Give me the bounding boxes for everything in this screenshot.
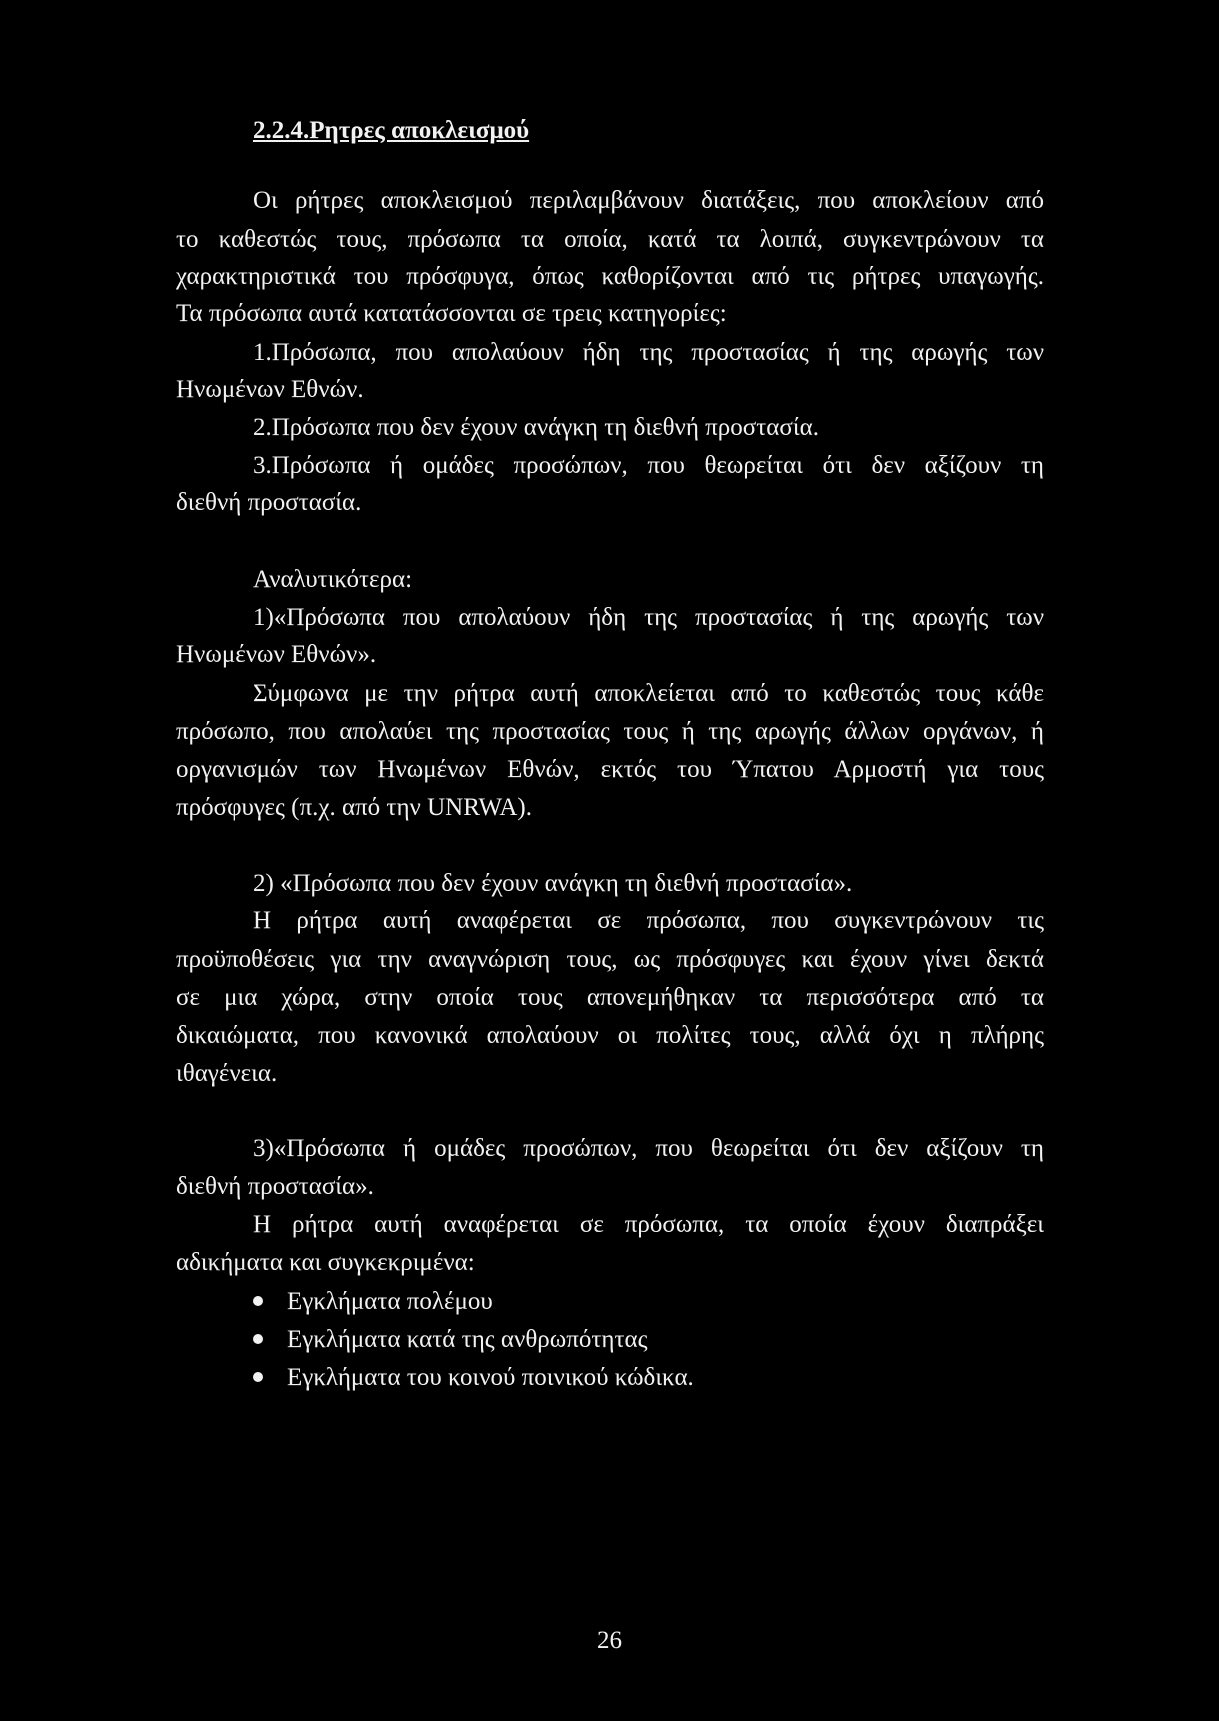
analytic-label: Αναλυτικότερα: — [253, 566, 413, 593]
section3-body-line-1: Η ρήτρα αυτή αναφέρεται σε πρόσωπα, τα οποία έχουν διαπράξει — [253, 1211, 1044, 1238]
bullet-text: Εγκλήματα του κοινού ποινικού κώδικα. — [287, 1364, 694, 1391]
page-number: 26 — [597, 1627, 622, 1654]
section3-title-line-1: 3)«Πρόσωπα ή ομάδες προσώπων, που θεωρείται ότι δεν αξίζουν τη — [253, 1135, 1044, 1162]
bullet-dot-icon — [253, 1334, 263, 1344]
category-3-line-1: 3.Πρόσωπα ή ομάδες προσώπων, που θεωρείται ότι δεν αξίζουν τη — [253, 452, 1044, 479]
section3-title-line-2: διεθνή προστασία». — [176, 1173, 374, 1200]
bullet-dot-icon — [253, 1372, 263, 1382]
section2-body-line-4: δικαιώματα, που κανονικά απολαύουν οι πολίτες τους, αλλά όχι η πλήρης — [176, 1022, 1044, 1049]
section2-body-line-2: προϋποθέσεις για την αναγνώριση τους, ως πρόσφυγες και έχουν γίνει δεκτά — [176, 946, 1044, 973]
intro-line-3: χαρακτηριστικά του πρόσφυγα, όπως καθορίζονται από τις ρήτρες υπαγωγής. — [176, 263, 1044, 290]
category-2: 2.Πρόσωπα που δεν έχουν ανάγκη τη διεθνή προστασία. — [253, 414, 819, 441]
category-1-line-1: 1.Πρόσωπα, που απολαύουν ήδη της προστασίας ή της αρωγής των — [253, 339, 1044, 366]
intro-line-2: το καθεστώς τους, πρόσωπα τα οποία, κατά τα λοιπά, συγκεντρώνουν τα — [176, 226, 1044, 253]
section1-body-line-2: πρόσωπο, που απολαύει της προστασίας τους ή της αρωγής άλλων οργάνων, ή — [176, 718, 1044, 745]
section-heading: 2.2.4.Ρητρες αποκλεισμού — [253, 117, 530, 144]
section2-title: 2) «Πρόσωπα που δεν έχουν ανάγκη τη διεθνή προστασία». — [253, 870, 853, 897]
intro-line-4: Τα πρόσωπα αυτά κατατάσσονται σε τρεις κατηγορίες: — [176, 300, 727, 327]
bullet-dot-icon — [253, 1296, 263, 1306]
category-3-line-2: διεθνή προστασία. — [176, 489, 362, 516]
section1-body-line-3: οργανισμών των Ηνωμένων Εθνών, εκτός του Ύπατου Αρμοστή για τους — [176, 756, 1044, 783]
section1-title-line-2: Ηνωμένων Εθνών». — [176, 641, 377, 668]
section2-body-line-5: ιθαγένεια. — [176, 1060, 278, 1087]
section2-body-line-1: Η ρήτρα αυτή αναφέρεται σε πρόσωπα, που συγκεντρώνουν τις — [253, 907, 1044, 934]
bullet-text: Εγκλήματα κατά της ανθρωπότητας — [287, 1326, 648, 1353]
section2-body-line-3: σε μια χώρα, στην οποία τους απονεμήθηκαν τα περισσότερα από τα — [176, 984, 1044, 1011]
section1-body-line-4: πρόσφυγες (π.χ. από την UNRWA). — [176, 794, 532, 821]
section3-body-line-2: αδικήματα και συγκεκριμένα: — [176, 1249, 475, 1276]
bullet-item-2 — [253, 1325, 648, 1355]
bullet-text: Εγκλήματα πολέμου — [287, 1288, 493, 1315]
bullet-item-1 — [253, 1287, 493, 1317]
bullet-item-3 — [253, 1363, 694, 1393]
category-1-line-2: Ηνωμένων Εθνών. — [176, 376, 364, 403]
intro-line-1: Οι ρήτρες αποκλεισμού περιλαμβάνουν διατάξεις, που αποκλείουν από — [253, 187, 1044, 214]
section1-body-line-1: Σύμφωνα με την ρήτρα αυτή αποκλείεται από το καθεστώς τους κάθε — [253, 680, 1044, 707]
section1-title-line-1: 1)«Πρόσωπα που απολαύουν ήδη της προστασίας ή της αρωγής των — [253, 604, 1044, 631]
